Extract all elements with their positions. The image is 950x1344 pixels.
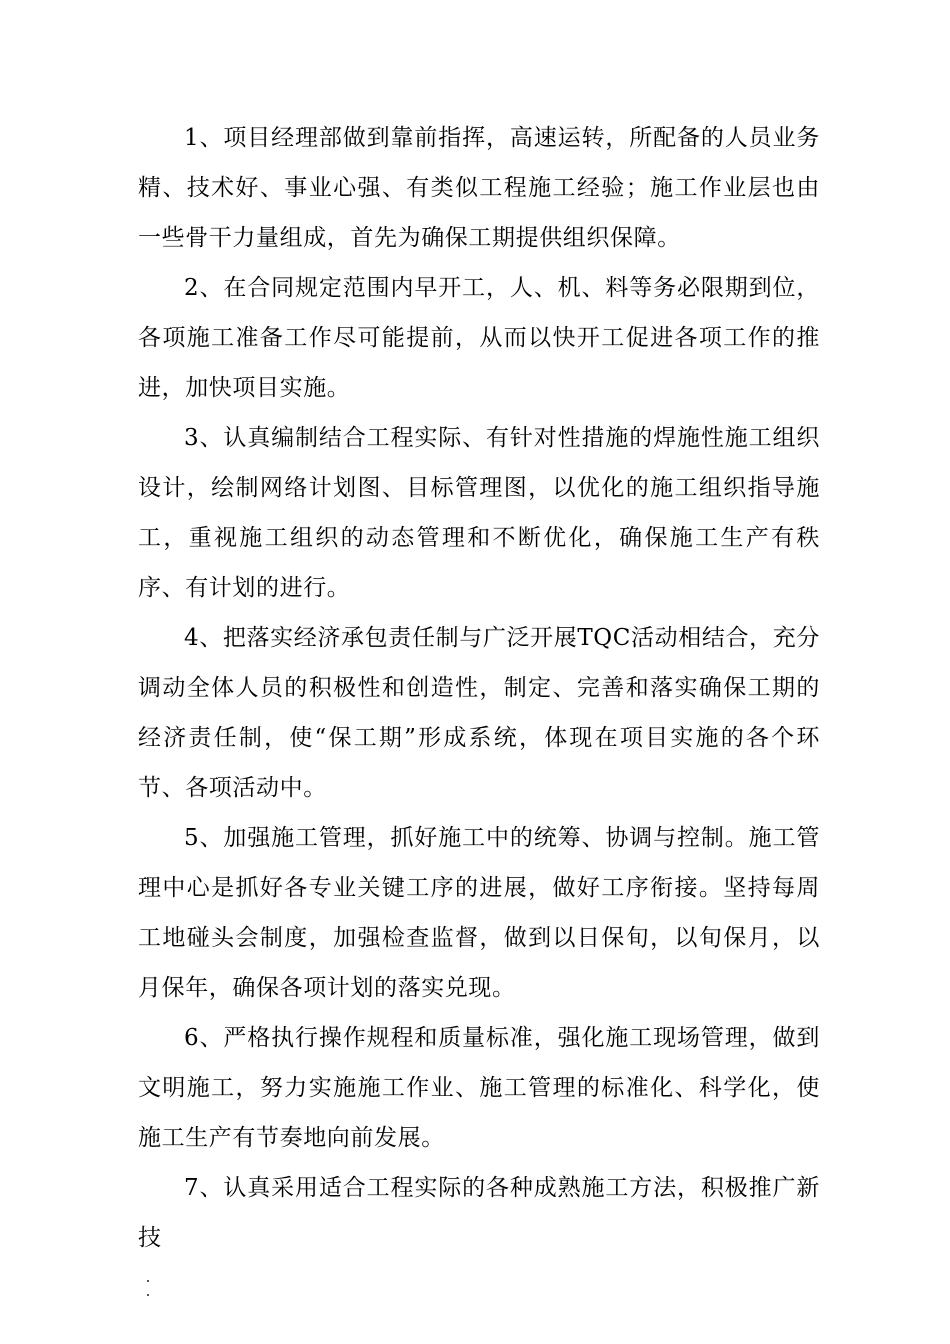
paragraph-3: 3、认真编制结合工程实际、有针对性措施的焊施性施工组织设计，绘制网络计划图、目标管理图，以优化的施工组织指导施工，重视施工组织的动态管理和不断优化，确保施工生产有秩序、有计划的进行。 — [138, 425, 820, 601]
footer-dot — [147, 1280, 149, 1282]
paragraph-7: 7、认真采用适合工程实际的各种成熟施工方法，积极推广新技 — [138, 1175, 820, 1251]
paragraph-2: 2、在合同规定范围内早开工，人、机、料等务必限期到位，各项施工准备工作尽可能提前，从而以快开工促进各项工作的推进，加快项目实施。 — [138, 275, 820, 401]
paragraph-1: 1、项目经理部做到靠前指挥，高速运转，所配备的人员业务精、技术好、事业心强、有类似工程施工经验；施工作业层也由一些骨干力量组成，首先为确保工期提供组织保障。 — [138, 125, 820, 251]
paragraph-4: 4、把落实经济承包责任制与广泛开展TQC活动相结合，充分调动全体人员的积极性和创造性，制定、完善和落实确保工期的经济责任制，使“保工期”形成系统，体现在项目实施的各个环节、各项活动中。 — [138, 625, 820, 801]
footer-mark — [146, 1272, 150, 1302]
document-body — [138, 113, 820, 1263]
footer-dot — [147, 1294, 149, 1296]
paragraph-6: 6、严格执行操作规程和质量标准，强化施工现场管理，做到文明施工，努力实施施工作业、施工管理的标准化、科学化，使施工生产有节奏地向前发展。 — [138, 1025, 820, 1151]
paragraph-5: 5、加强施工管理，抓好施工中的统筹、协调与控制。施工管理中心是抓好各专业关键工序的进展，做好工序衔接。坚持每周工地碰头会制度，加强检查监督，做到以日保旬，以旬保月，以月保年，确保各项计划的落实兑现。 — [138, 825, 820, 1001]
